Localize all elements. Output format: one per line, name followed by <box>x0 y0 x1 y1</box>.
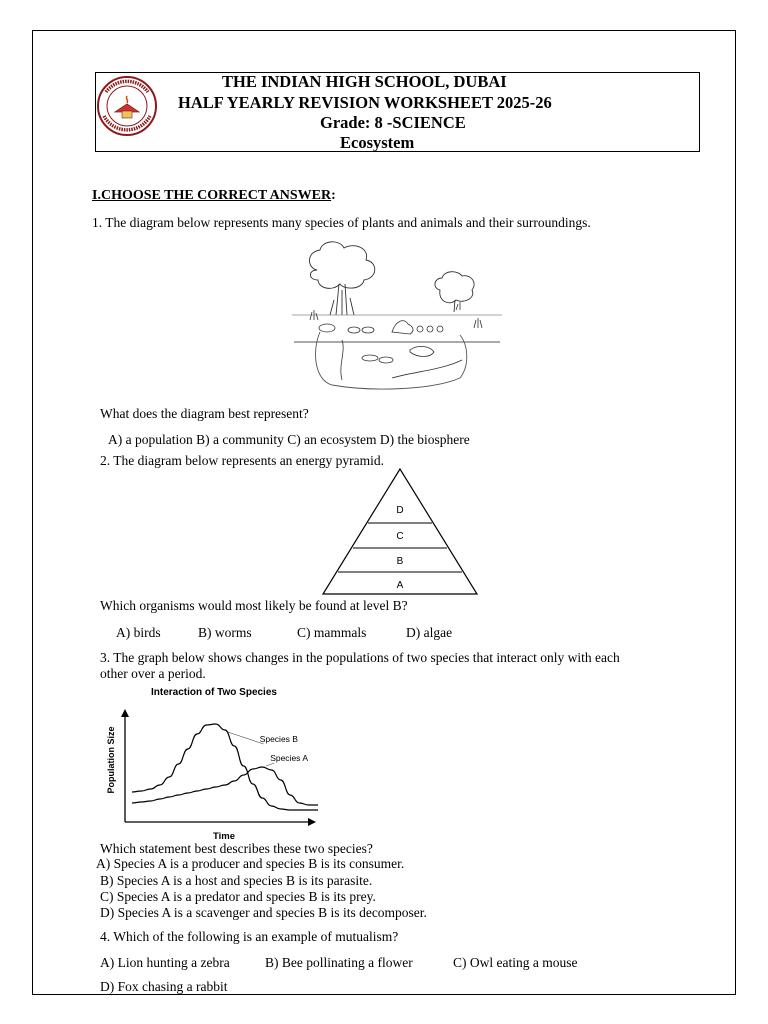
section-heading: I.CHOOSE THE CORRECT ANSWER: <box>92 188 336 203</box>
chart-y-arrow <box>121 709 129 717</box>
tree-left <box>309 242 374 315</box>
chart-ylabel: Population Size <box>106 726 116 794</box>
q1-text: 1. The diagram below represents many species of plants and animals and their surroundings. <box>92 215 591 230</box>
q3-option-a: A) Species A is a producer and species B is its consumer. <box>96 856 405 871</box>
chart-x-arrow <box>308 818 316 826</box>
q3-prompt: Which statement best describes these two species? <box>100 841 373 856</box>
school-logo <box>96 74 158 138</box>
q3-text-line1: 3. The graph below shows changes in the populations of two species that interact only with each <box>100 650 620 665</box>
series-label-species-a: Species A <box>270 753 309 763</box>
q4-text: 4. Which of the following is an example of mutualism? <box>100 929 399 944</box>
chart-title: Interaction of Two Species <box>151 687 277 698</box>
pyramid-level-a: A <box>396 580 404 591</box>
worksheet-title: HALF YEARLY REVISION WORKSHEET 2025-26 <box>178 93 552 112</box>
q4-option-a: A) Lion hunting a zebra <box>100 955 230 970</box>
series-leader-species-b <box>228 732 264 744</box>
population-chart <box>100 682 325 844</box>
q3-option-c: C) Species A is a predator and species B is its prey. <box>100 889 376 904</box>
school-name: THE INDIAN HIGH SCHOOL, DUBAI <box>222 72 507 91</box>
q4-option-b: B) Bee pollinating a flower <box>265 955 413 970</box>
q1-prompt: What does the diagram best represent? <box>100 406 309 421</box>
pond-outline <box>316 332 467 389</box>
q3-option-d: D) Species A is a scavenger and species B is its decomposer. <box>100 905 427 920</box>
section-title: CHOOSE THE CORRECT ANSWER <box>100 188 332 203</box>
series-line-species-a <box>132 767 318 805</box>
q2-option-a: A) birds <box>116 625 161 640</box>
q2-option-d: D) algae <box>406 625 453 640</box>
q1-options: A) a population B) a community C) an ecosystem D) the biosphere <box>108 432 470 447</box>
chart-xlabel: Time <box>212 831 236 842</box>
ecosystem-diagram <box>292 240 502 400</box>
q2-prompt: Which organisms would most likely be found at level B? <box>100 598 408 613</box>
q4-option-c: C) Owl eating a mouse <box>453 955 578 970</box>
pyramid-level-b: B <box>396 556 404 567</box>
grade-label: Grade: 8 -SCIENCE <box>320 113 466 132</box>
pyramid-level-c: C <box>396 531 404 542</box>
topic-label: Ecosystem <box>340 133 415 152</box>
q2-text: 2. The diagram below represents an energy pyramid. <box>100 453 385 468</box>
energy-pyramid <box>320 466 480 598</box>
pyramid-level-d: D <box>396 505 404 516</box>
tree-right <box>435 272 474 312</box>
q2-option-c: C) mammals <box>297 625 367 640</box>
q3-option-b: B) Species A is a host and species B is its parasite. <box>100 873 373 888</box>
q4-option-d: D) Fox chasing a rabbit <box>100 979 228 994</box>
section-number: I. <box>92 188 101 203</box>
series-leader-species-a <box>266 763 274 766</box>
q2-option-b: B) worms <box>198 625 252 640</box>
series-label-species-b: Species B <box>259 734 298 744</box>
q3-text-line2: other over a period. <box>100 666 206 681</box>
